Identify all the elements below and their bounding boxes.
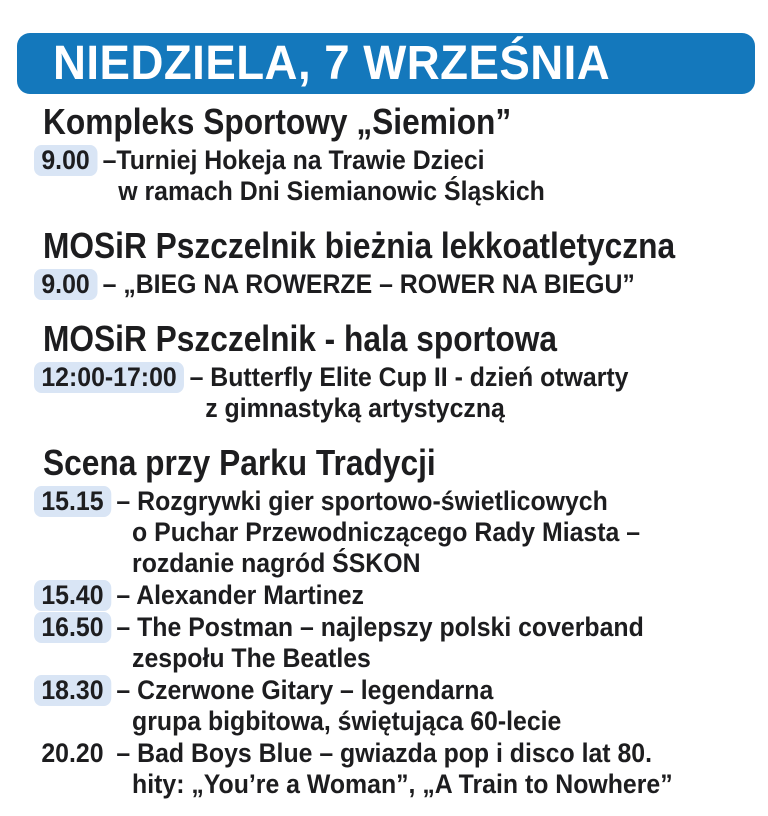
venue-heading: MOSiR Pszczelnik - hala sportowa — [43, 318, 558, 359]
event-time: 9.00 — [34, 269, 97, 300]
event-row — [34, 612, 704, 674]
venue-heading: MOSiR Pszczelnik bieżnia lekkoatletyczna — [43, 225, 676, 266]
event-desc — [111, 612, 644, 674]
event-desc — [111, 486, 640, 579]
venue-heading: Scena przy Parku Tradycji — [43, 442, 436, 483]
event-time: 15.15 — [34, 486, 111, 517]
event-line: –Turniej Hokeja na Trawie Dzieci — [102, 145, 485, 175]
event-desc — [111, 580, 364, 611]
event-line: grupa bigbitowa, świętująca 60-lecie — [132, 706, 562, 736]
schedule — [0, 102, 768, 800]
event-line: – „BIEG NA ROWERZE – ROWER NA BIEGU” — [102, 269, 635, 299]
event-line: o Puchar Przewodniczącego Rady Miasta – — [132, 517, 641, 547]
event-desc — [97, 145, 545, 207]
event-row — [34, 362, 704, 424]
event-row — [34, 738, 704, 800]
event-row — [34, 580, 704, 611]
event-time: 18.30 — [34, 675, 111, 706]
event-row — [34, 269, 704, 300]
date-banner — [17, 33, 755, 94]
event-row — [34, 145, 704, 207]
event-time: 12:00-17:00 — [34, 362, 184, 393]
event-row — [34, 486, 704, 579]
event-line: – Alexander Martinez — [116, 580, 364, 610]
event-line: z gimnastyką artystyczną — [205, 393, 505, 423]
event-time: 20.20 — [41, 738, 104, 768]
event-time: 16.50 — [34, 612, 111, 643]
event-time: 9.00 — [34, 145, 97, 176]
event-line: – Butterfly Elite Cup II - dzień otwarty — [189, 362, 629, 392]
event-line: – Rozgrywki gier sportowo-świetlicowych — [116, 486, 608, 516]
event-line: w ramach Dni Siemianowic Śląskich — [118, 176, 545, 206]
event-desc — [184, 362, 628, 424]
event-row — [34, 675, 704, 737]
event-line: – The Postman – najlepszy polski coverband — [116, 612, 644, 642]
event-line: – Czerwone Gitary – legendarna — [116, 675, 494, 705]
event-line: rozdanie nagród ŚSKON — [132, 548, 421, 578]
event-desc — [111, 675, 561, 737]
event-line: zespołu The Beatles — [132, 643, 371, 673]
event-line: hity: „You’re a Woman”, „A Train to Nowhere” — [132, 769, 673, 799]
date-banner-title: NIEDZIELA, 7 WRZEŚNIA — [53, 37, 611, 90]
event-time: 15.40 — [34, 580, 111, 611]
event-line: – Bad Boys Blue – gwiazda pop i disco lat 80. — [116, 738, 652, 768]
event-desc — [97, 269, 635, 300]
venue-heading: Kompleks Sportowy „Siemion” — [43, 101, 512, 142]
event-desc — [111, 738, 673, 800]
